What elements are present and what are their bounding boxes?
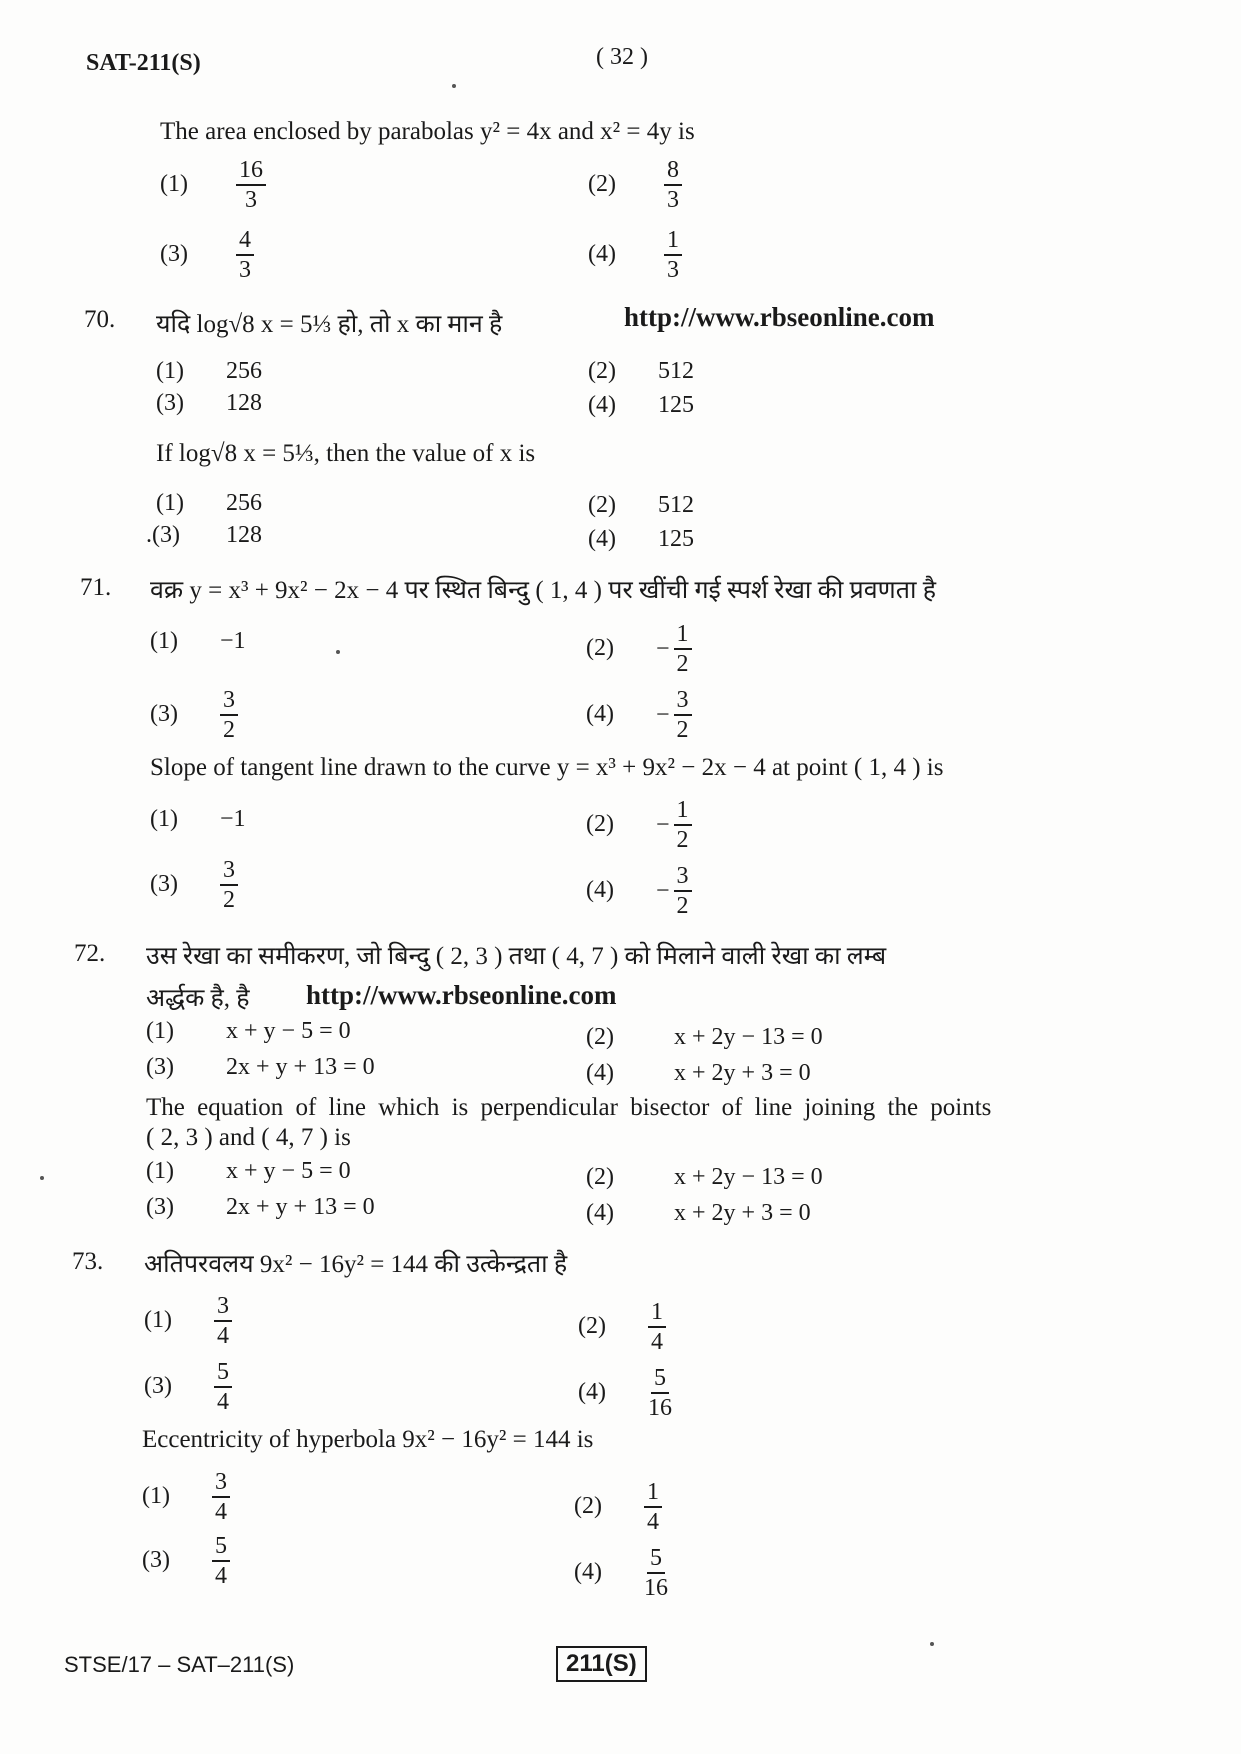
q73-stem-en: Eccentricity of hyperbola 9x² − 16y² = 144 is: [142, 1426, 594, 1453]
q72-option-4-hi: (4) x + 2y + 3 = 0: [586, 1060, 811, 1086]
q70-option-3-hi: (3) 128: [156, 390, 262, 416]
q73-option-3-hi: (3) $\frac{5}{4}$: [144, 1360, 232, 1414]
q70-number: 70.: [84, 306, 116, 333]
q71-number: 71.: [80, 574, 112, 601]
q69-option-2: (2) $\frac{8}{3}$: [588, 158, 682, 212]
q71-option-4-en: (4) − $\frac{3}{2}$: [586, 864, 692, 918]
scan-speck: [40, 1176, 44, 1180]
q72-stem-hi-line1: उस रेखा का समीकरण, जो बिन्दु ( 2, 3 ) तथा ( 4, 7 ) को मिलाने वाली रेखा का लम्ब: [146, 943, 887, 970]
q72-option-1-en: (1) x + y − 5 = 0: [146, 1158, 351, 1184]
q70-option-3-en: .(3) 128: [146, 522, 262, 548]
q71-stem-en: Slope of tangent line drawn to the curve y = x³ + 9x² − 2x − 4 at point ( 1, 4 ) is: [150, 754, 944, 781]
q73-stem-hi: अतिपरवलय 9x² − 16y² = 144 की उत्केन्द्रता है: [144, 1251, 568, 1278]
q72-stem-hi-line2: अर्द्धक है, है: [146, 985, 250, 1012]
footer-page-box: 211(S): [556, 1646, 647, 1682]
q69-option-3: (3) $\frac{4}{3}$: [160, 228, 254, 282]
page-number: ( 32 ): [596, 44, 648, 70]
q72-stem-en-line2: ( 2, 3 ) and ( 4, 7 ) is: [146, 1124, 351, 1151]
footer-code: STSE/17 – SAT–211(S): [64, 1652, 295, 1677]
q70-option-4-en: (4) 125: [588, 526, 694, 552]
q72-option-4-en: (4) x + 2y + 3 = 0: [586, 1200, 811, 1226]
q73-option-1-en: (1) $\frac{3}{4}$: [142, 1470, 230, 1524]
q72-option-3-hi: (3) 2x + y + 13 = 0: [146, 1054, 375, 1080]
q71-option-1-hi: (1) −1: [150, 628, 246, 654]
q71-option-3-en: (3) $\frac{3}{2}$: [150, 858, 238, 912]
watermark-url-2: http://www.rbseonline.com: [306, 980, 617, 1010]
q72-option-1-hi: (1) x + y − 5 = 0: [146, 1018, 351, 1044]
q70-stem-en: If log√8 x = 5⅓, then the value of x is: [156, 440, 536, 467]
q69-option-4: (4) $\frac{1}{3}$: [588, 228, 682, 282]
q70-option-2-hi: (2) 512: [588, 358, 694, 384]
q71-option-2-hi: (2) − $\frac{1}{2}$: [586, 622, 692, 676]
q72-stem-en-line1: The equation of line which is perpendicular bisector of line joining the points: [146, 1094, 992, 1121]
scan-speck: [452, 84, 456, 88]
q70-stem-hi: यदि log√8 x = 5⅓ हो, तो x का मान है: [156, 311, 503, 338]
q71-option-4-hi: (4) − $\frac{3}{2}$: [586, 688, 692, 742]
q70-option-2-en: (2) 512: [588, 492, 694, 518]
q73-option-4-hi: (4) $\frac{5}{16}$: [578, 1365, 672, 1421]
q69-option-1: (1) $\frac{16}{3}$: [160, 158, 266, 212]
q73-option-4-en: (4) $\frac{5}{16}$: [574, 1545, 668, 1601]
q73-number: 73.: [72, 1248, 104, 1275]
q73-option-3-en: (3) $\frac{5}{4}$: [142, 1534, 230, 1588]
q71-option-3-hi: (3) $\frac{3}{2}$: [150, 688, 238, 742]
q70-option-4-hi: (4) 125: [588, 392, 694, 418]
q72-number: 72.: [74, 940, 106, 967]
q72-option-3-en: (3) 2x + y + 13 = 0: [146, 1194, 375, 1220]
q70-option-1-hi: (1) 256: [156, 358, 262, 384]
watermark-url-1: http://www.rbseonline.com: [624, 302, 935, 332]
q73-option-2-en: (2) $\frac{1}{4}$: [574, 1480, 662, 1534]
header-code: SAT-211(S): [86, 50, 201, 76]
q73-option-1-hi: (1) $\frac{3}{4}$: [144, 1294, 232, 1348]
scan-speck: [930, 1642, 934, 1646]
q72-option-2-hi: (2) x + 2y − 13 = 0: [586, 1024, 823, 1050]
q73-option-2-hi: (2) $\frac{1}{4}$: [578, 1300, 666, 1354]
q71-option-2-en: (2) − $\frac{1}{2}$: [586, 798, 692, 852]
q71-option-1-en: (1) −1: [150, 806, 246, 832]
q71-stem-hi: वक्र y = x³ + 9x² − 2x − 4 पर स्थित बिन्दु ( 1, 4 ) पर खींची गई स्पर्श रेखा की प्रवणता है: [150, 577, 936, 604]
scan-speck: [336, 650, 340, 654]
q72-option-2-en: (2) x + 2y − 13 = 0: [586, 1164, 823, 1190]
q70-option-1-en: (1) 256: [156, 490, 262, 516]
q69-stem-en: The area enclosed by parabolas y² = 4x and x² = 4y is: [160, 118, 695, 145]
